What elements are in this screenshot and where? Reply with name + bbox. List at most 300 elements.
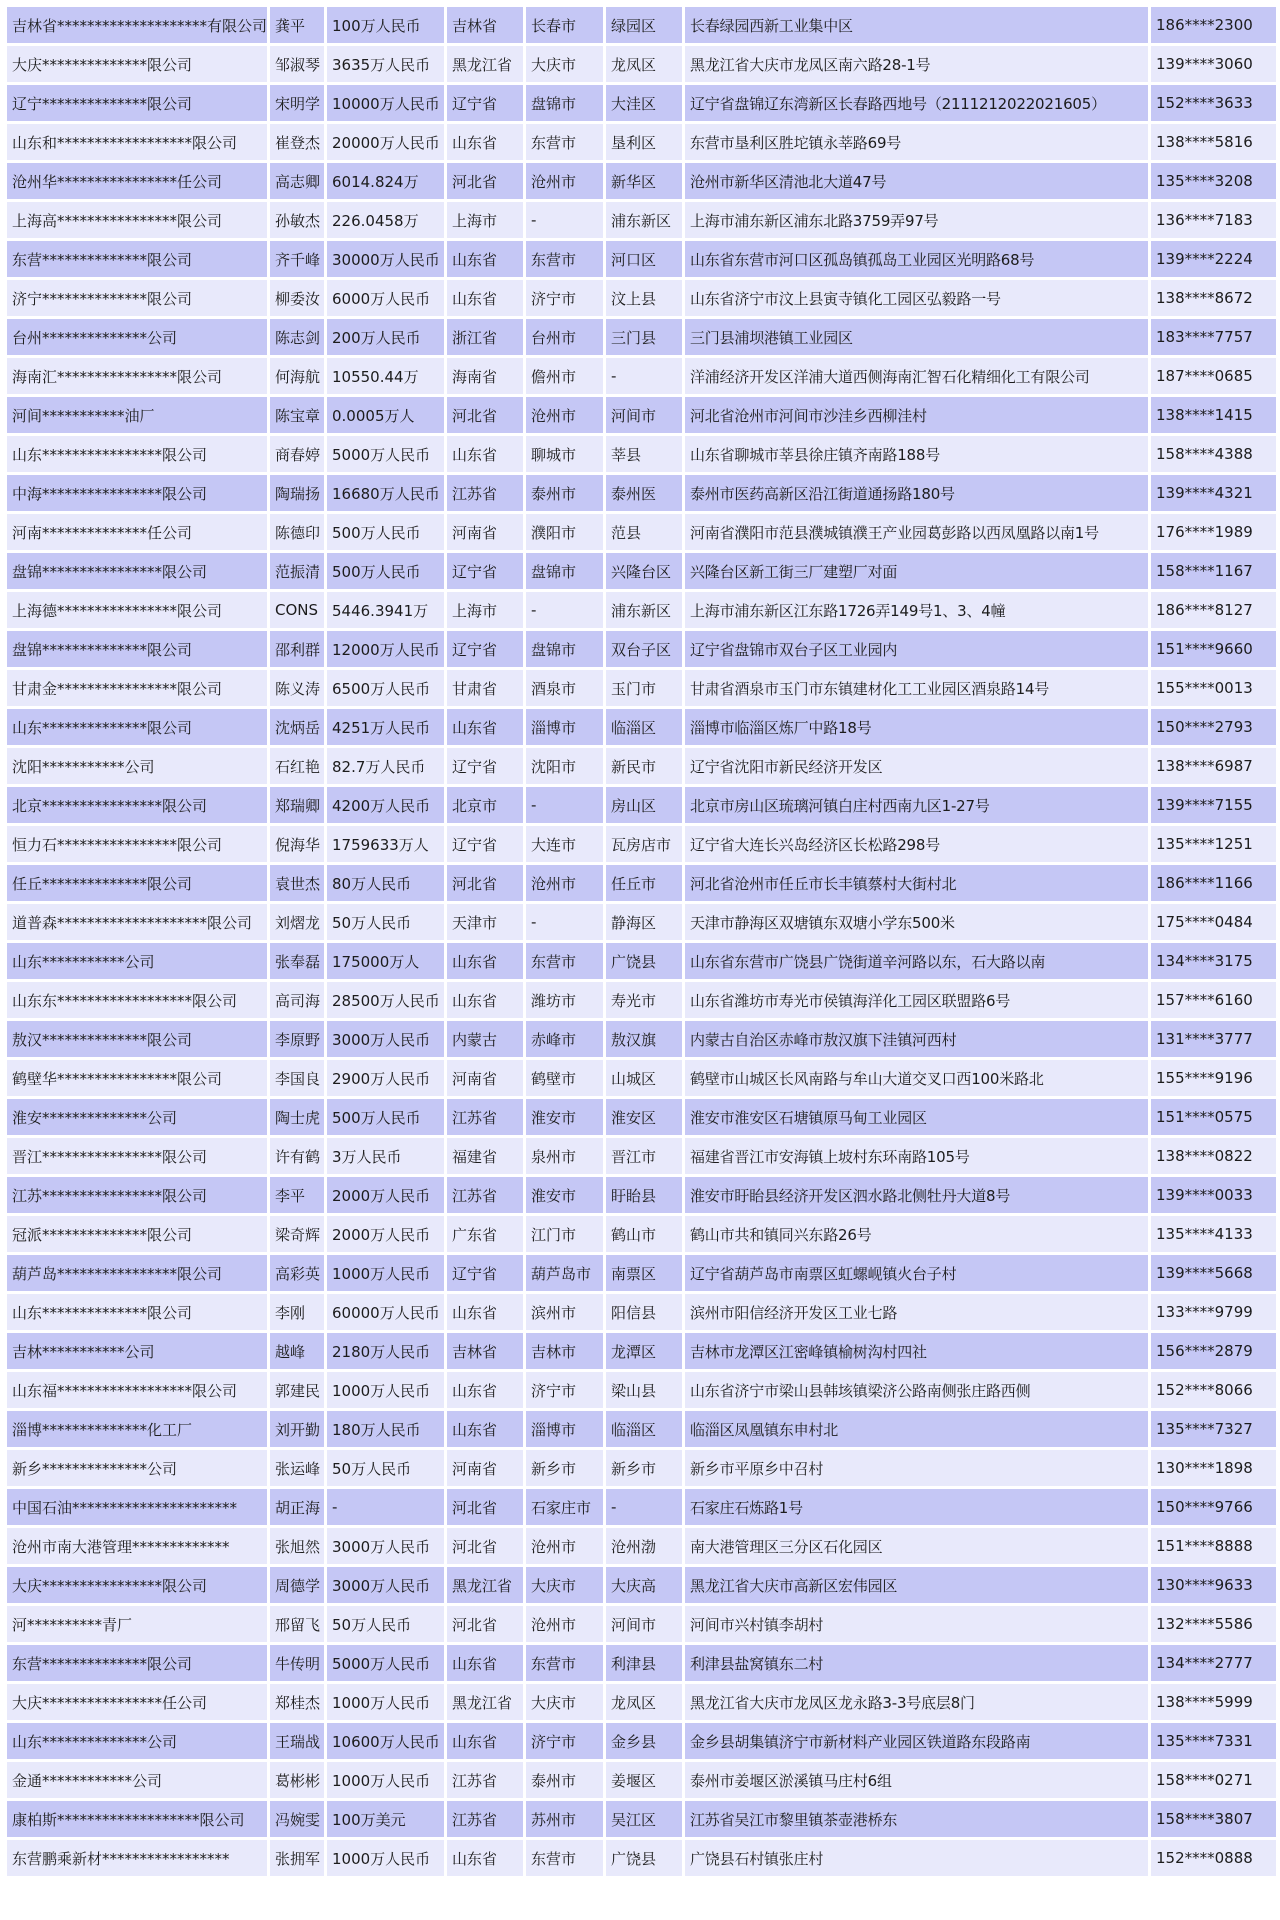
address-cell: 三门县浦坝港镇工业园区 bbox=[685, 319, 1148, 355]
registered-capital-cell: 6000万人民币 bbox=[327, 280, 444, 316]
district-cell: 新乡市 bbox=[606, 1450, 682, 1486]
registered-capital-cell: 20000万人民币 bbox=[327, 124, 444, 160]
table-row bbox=[7, 358, 1276, 394]
province-cell: 福建省 bbox=[447, 1138, 523, 1174]
address-cell: 兴隆台区新工街三厂建塑厂对面 bbox=[685, 553, 1148, 589]
table-row bbox=[7, 1723, 1276, 1759]
company-name-cell: 海南汇****************限公司 bbox=[7, 358, 267, 394]
address-cell: 广饶县石村镇张庄村 bbox=[685, 1840, 1148, 1876]
province-cell: 内蒙古 bbox=[447, 1021, 523, 1057]
table-row bbox=[7, 124, 1276, 160]
province-cell: 江苏省 bbox=[447, 475, 523, 511]
registered-capital-cell: 6014.824万 bbox=[327, 163, 444, 199]
district-cell: 房山区 bbox=[606, 787, 682, 823]
phone-cell: 186****8127 bbox=[1151, 592, 1276, 628]
legal-person-cell: 龚平 bbox=[270, 7, 324, 43]
city-cell: 大庆市 bbox=[526, 1567, 603, 1603]
registered-capital-cell: 1000万人民币 bbox=[327, 1840, 444, 1876]
legal-person-cell: 周德学 bbox=[270, 1567, 324, 1603]
province-cell: 山东省 bbox=[447, 1840, 523, 1876]
phone-cell: 134****2777 bbox=[1151, 1645, 1276, 1681]
province-cell: 黑龙江省 bbox=[447, 1567, 523, 1603]
province-cell: 江苏省 bbox=[447, 1762, 523, 1798]
district-cell: 莘县 bbox=[606, 436, 682, 472]
province-cell: 辽宁省 bbox=[447, 631, 523, 667]
city-cell: 酒泉市 bbox=[526, 670, 603, 706]
table-row bbox=[7, 1684, 1276, 1720]
table-row bbox=[7, 553, 1276, 589]
province-cell: 上海市 bbox=[447, 202, 523, 238]
legal-person-cell: 陶瑞扬 bbox=[270, 475, 324, 511]
company-name-cell: 中海****************限公司 bbox=[7, 475, 267, 511]
company-name-cell: 台州**************公司 bbox=[7, 319, 267, 355]
company-name-cell: 道普森********************限公司 bbox=[7, 904, 267, 940]
district-cell: - bbox=[606, 358, 682, 394]
province-cell: 山东省 bbox=[447, 280, 523, 316]
registered-capital-cell: 3000万人民币 bbox=[327, 1567, 444, 1603]
address-cell: 山东省东营市广饶县广饶街道辛河路以东，石大路以南 bbox=[685, 943, 1148, 979]
company-name-cell: 大庆**************限公司 bbox=[7, 46, 267, 82]
legal-person-cell: 张拥军 bbox=[270, 1840, 324, 1876]
company-name-cell: 上海高****************限公司 bbox=[7, 202, 267, 238]
table-row bbox=[7, 1372, 1276, 1408]
city-cell: 淮安市 bbox=[526, 1099, 603, 1135]
registered-capital-cell: 60000万人民币 bbox=[327, 1294, 444, 1330]
registered-capital-cell: 5000万人民币 bbox=[327, 1645, 444, 1681]
legal-person-cell: 郭建民 bbox=[270, 1372, 324, 1408]
district-cell: 沧州渤 bbox=[606, 1528, 682, 1564]
company-name-cell: 山东**************限公司 bbox=[7, 1294, 267, 1330]
address-cell: 北京市房山区琉璃河镇白庄村西南九区1-27号 bbox=[685, 787, 1148, 823]
legal-person-cell: 孙敏杰 bbox=[270, 202, 324, 238]
district-cell: 山城区 bbox=[606, 1060, 682, 1096]
company-name-cell: 新乡**************公司 bbox=[7, 1450, 267, 1486]
city-cell: 盘锦市 bbox=[526, 85, 603, 121]
table-row bbox=[7, 865, 1276, 901]
legal-person-cell: 何海航 bbox=[270, 358, 324, 394]
table-row bbox=[7, 1567, 1276, 1603]
district-cell: 南票区 bbox=[606, 1255, 682, 1291]
city-cell: 淮安市 bbox=[526, 1177, 603, 1213]
district-cell: 广饶县 bbox=[606, 943, 682, 979]
district-cell: 瓦房店市 bbox=[606, 826, 682, 862]
address-cell: 新乡市平原乡中召村 bbox=[685, 1450, 1148, 1486]
company-name-cell: 金通************公司 bbox=[7, 1762, 267, 1798]
address-cell: 洋浦经济开发区洋浦大道西侧海南汇智石化精细化工有限公司 bbox=[685, 358, 1148, 394]
address-cell: 东营市垦利区胜坨镇永莘路69号 bbox=[685, 124, 1148, 160]
address-cell: 石家庄石炼路1号 bbox=[685, 1489, 1148, 1525]
district-cell: 新民市 bbox=[606, 748, 682, 784]
address-cell: 甘肃省酒泉市玉门市东镇建材化工工业园区酒泉路14号 bbox=[685, 670, 1148, 706]
table-row bbox=[7, 280, 1276, 316]
city-cell: 台州市 bbox=[526, 319, 603, 355]
phone-cell: 175****0484 bbox=[1151, 904, 1276, 940]
phone-cell: 183****7757 bbox=[1151, 319, 1276, 355]
table-row bbox=[7, 436, 1276, 472]
province-cell: 海南省 bbox=[447, 358, 523, 394]
phone-cell: 139****2224 bbox=[1151, 241, 1276, 277]
province-cell: 河北省 bbox=[447, 397, 523, 433]
company-name-cell: 东营鹏乘新材***************** bbox=[7, 1840, 267, 1876]
table-row bbox=[7, 1333, 1276, 1369]
table-row bbox=[7, 514, 1276, 550]
legal-person-cell: 牛传明 bbox=[270, 1645, 324, 1681]
table-row bbox=[7, 709, 1276, 745]
table-row bbox=[7, 748, 1276, 784]
address-cell: 河北省沧州市河间市沙洼乡西柳洼村 bbox=[685, 397, 1148, 433]
registered-capital-cell: 1000万人民币 bbox=[327, 1255, 444, 1291]
phone-cell: 135****7331 bbox=[1151, 1723, 1276, 1759]
registered-capital-cell: 4251万人民币 bbox=[327, 709, 444, 745]
registered-capital-cell: 3000万人民币 bbox=[327, 1528, 444, 1564]
legal-person-cell: 陈志剑 bbox=[270, 319, 324, 355]
province-cell: 山东省 bbox=[447, 1411, 523, 1447]
address-cell: 黑龙江省大庆市龙凤区龙永路3-3号底层8门 bbox=[685, 1684, 1148, 1720]
city-cell: 沧州市 bbox=[526, 163, 603, 199]
city-cell: 淄博市 bbox=[526, 1411, 603, 1447]
city-cell: 石家庄市 bbox=[526, 1489, 603, 1525]
phone-cell: 158****3807 bbox=[1151, 1801, 1276, 1837]
company-name-cell: 盘锦**************限公司 bbox=[7, 631, 267, 667]
district-cell: 龙凤区 bbox=[606, 1684, 682, 1720]
company-name-cell: 济宁**************限公司 bbox=[7, 280, 267, 316]
registered-capital-cell: 2900万人民币 bbox=[327, 1060, 444, 1096]
province-cell: 山东省 bbox=[447, 709, 523, 745]
table-row bbox=[7, 592, 1276, 628]
address-cell: 黑龙江省大庆市龙凤区南六路28-1号 bbox=[685, 46, 1148, 82]
province-cell: 河北省 bbox=[447, 1606, 523, 1642]
province-cell: 吉林省 bbox=[447, 7, 523, 43]
table-row bbox=[7, 1099, 1276, 1135]
company-name-cell: 甘肃金****************限公司 bbox=[7, 670, 267, 706]
address-cell: 鹤壁市山城区长风南路与牟山大道交叉口西100米路北 bbox=[685, 1060, 1148, 1096]
company-name-cell: 大庆****************限公司 bbox=[7, 1567, 267, 1603]
province-cell: 天津市 bbox=[447, 904, 523, 940]
province-cell: 河北省 bbox=[447, 1528, 523, 1564]
district-cell: 浦东新区 bbox=[606, 592, 682, 628]
legal-person-cell: 倪海华 bbox=[270, 826, 324, 862]
city-cell: 盘锦市 bbox=[526, 553, 603, 589]
city-cell: 济宁市 bbox=[526, 1723, 603, 1759]
district-cell: 龙潭区 bbox=[606, 1333, 682, 1369]
district-cell: 玉门市 bbox=[606, 670, 682, 706]
registered-capital-cell: 100万人民币 bbox=[327, 7, 444, 43]
city-cell: 泰州市 bbox=[526, 1762, 603, 1798]
district-cell: 龙凤区 bbox=[606, 46, 682, 82]
address-cell: 上海市浦东新区江东路1726弄149号1、3、4幢 bbox=[685, 592, 1148, 628]
legal-person-cell: 陈德印 bbox=[270, 514, 324, 550]
address-cell: 淮安市淮安区石塘镇原马甸工业园区 bbox=[685, 1099, 1148, 1135]
legal-person-cell: 许有鹤 bbox=[270, 1138, 324, 1174]
company-name-cell: 河间***********油厂 bbox=[7, 397, 267, 433]
table-row bbox=[7, 163, 1276, 199]
registered-capital-cell: 1000万人民币 bbox=[327, 1762, 444, 1798]
company-name-cell: 江苏****************限公司 bbox=[7, 1177, 267, 1213]
registered-capital-cell: 82.7万人民币 bbox=[327, 748, 444, 784]
legal-person-cell: 梁奇辉 bbox=[270, 1216, 324, 1252]
phone-cell: 187****0685 bbox=[1151, 358, 1276, 394]
registered-capital-cell: 50万人民币 bbox=[327, 1450, 444, 1486]
registered-capital-cell: 80万人民币 bbox=[327, 865, 444, 901]
address-cell: 长春绿园西新工业集中区 bbox=[685, 7, 1148, 43]
district-cell: 垦利区 bbox=[606, 124, 682, 160]
province-cell: 黑龙江省 bbox=[447, 46, 523, 82]
city-cell: 东营市 bbox=[526, 124, 603, 160]
registered-capital-cell: 175000万人 bbox=[327, 943, 444, 979]
district-cell: 兴隆台区 bbox=[606, 553, 682, 589]
table-row bbox=[7, 1801, 1276, 1837]
address-cell: 鹤山市共和镇同兴东路26号 bbox=[685, 1216, 1148, 1252]
legal-person-cell: 胡正海 bbox=[270, 1489, 324, 1525]
registered-capital-cell: 16680万人民币 bbox=[327, 475, 444, 511]
address-cell: 河南省濮阳市范县濮城镇濮王产业园葛彭路以西凤凰路以南1号 bbox=[685, 514, 1148, 550]
address-cell: 山东省济宁市梁山县韩垓镇梁济公路南侧张庄路西侧 bbox=[685, 1372, 1148, 1408]
company-name-cell: 东营**************限公司 bbox=[7, 1645, 267, 1681]
company-name-cell: 山东福******************限公司 bbox=[7, 1372, 267, 1408]
city-cell: 东营市 bbox=[526, 943, 603, 979]
address-cell: 内蒙古自治区赤峰市敖汉旗下洼镇河西村 bbox=[685, 1021, 1148, 1057]
address-cell: 泰州市医药高新区沿江街道通扬路180号 bbox=[685, 475, 1148, 511]
phone-cell: 130****1898 bbox=[1151, 1450, 1276, 1486]
registered-capital-cell: 3635万人民币 bbox=[327, 46, 444, 82]
legal-person-cell: 高彩英 bbox=[270, 1255, 324, 1291]
district-cell: 绿园区 bbox=[606, 7, 682, 43]
phone-cell: 150****9766 bbox=[1151, 1489, 1276, 1525]
legal-person-cell: 范振清 bbox=[270, 553, 324, 589]
province-cell: 山东省 bbox=[447, 1294, 523, 1330]
phone-cell: 152****8066 bbox=[1151, 1372, 1276, 1408]
registered-capital-cell: 0.0005万人 bbox=[327, 397, 444, 433]
address-cell: 山东省聊城市莘县徐庄镇齐南路188号 bbox=[685, 436, 1148, 472]
registered-capital-cell: 28500万人民币 bbox=[327, 982, 444, 1018]
table-row bbox=[7, 397, 1276, 433]
province-cell: 河南省 bbox=[447, 514, 523, 550]
phone-cell: 134****3175 bbox=[1151, 943, 1276, 979]
address-cell: 南大港管理区三分区石化园区 bbox=[685, 1528, 1148, 1564]
registered-capital-cell: 2180万人民币 bbox=[327, 1333, 444, 1369]
district-cell: 大洼区 bbox=[606, 85, 682, 121]
province-cell: 山东省 bbox=[447, 436, 523, 472]
address-cell: 上海市浦东新区浦东北路3759弄97号 bbox=[685, 202, 1148, 238]
registered-capital-cell: 10000万人民币 bbox=[327, 85, 444, 121]
city-cell: 大庆市 bbox=[526, 46, 603, 82]
city-cell: 大庆市 bbox=[526, 1684, 603, 1720]
address-cell: 滨州市阳信经济开发区工业七路 bbox=[685, 1294, 1148, 1330]
province-cell: 山东省 bbox=[447, 1723, 523, 1759]
address-cell: 山东省济宁市汶上县寅寺镇化工园区弘毅路一号 bbox=[685, 280, 1148, 316]
district-cell: 三门县 bbox=[606, 319, 682, 355]
table-row bbox=[7, 904, 1276, 940]
legal-person-cell: 商春婷 bbox=[270, 436, 324, 472]
registered-capital-cell: 1000万人民币 bbox=[327, 1372, 444, 1408]
company-name-cell: 敖汉**************限公司 bbox=[7, 1021, 267, 1057]
registered-capital-cell: 30000万人民币 bbox=[327, 241, 444, 277]
table-row bbox=[7, 319, 1276, 355]
district-cell: 盱眙县 bbox=[606, 1177, 682, 1213]
registered-capital-cell: 500万人民币 bbox=[327, 1099, 444, 1135]
city-cell: 济宁市 bbox=[526, 1372, 603, 1408]
phone-cell: 138****6987 bbox=[1151, 748, 1276, 784]
address-cell: 福建省晋江市安海镇上坡村东环南路105号 bbox=[685, 1138, 1148, 1174]
registered-capital-cell: 5000万人民币 bbox=[327, 436, 444, 472]
province-cell: 浙江省 bbox=[447, 319, 523, 355]
province-cell: 山东省 bbox=[447, 982, 523, 1018]
district-cell: 临淄区 bbox=[606, 1411, 682, 1447]
legal-person-cell: 刘熠龙 bbox=[270, 904, 324, 940]
company-name-cell: 大庆****************任公司 bbox=[7, 1684, 267, 1720]
address-cell: 天津市静海区双塘镇东双塘小学东500米 bbox=[685, 904, 1148, 940]
district-cell: - bbox=[606, 1489, 682, 1525]
address-cell: 吉林市龙潭区江密峰镇榆树沟村四社 bbox=[685, 1333, 1148, 1369]
legal-person-cell: 陶士虎 bbox=[270, 1099, 324, 1135]
district-cell: 浦东新区 bbox=[606, 202, 682, 238]
table-row bbox=[7, 1411, 1276, 1447]
phone-cell: 136****7183 bbox=[1151, 202, 1276, 238]
table-row bbox=[7, 826, 1276, 862]
company-name-cell: 山东**************限公司 bbox=[7, 709, 267, 745]
legal-person-cell: 郑桂杰 bbox=[270, 1684, 324, 1720]
registered-capital-cell: 10550.44万 bbox=[327, 358, 444, 394]
district-cell: 双台子区 bbox=[606, 631, 682, 667]
legal-person-cell: 李刚 bbox=[270, 1294, 324, 1330]
address-cell: 河北省沧州市任丘市长丰镇蔡村大街村北 bbox=[685, 865, 1148, 901]
company-name-cell: 葫芦岛****************限公司 bbox=[7, 1255, 267, 1291]
phone-cell: 138****8672 bbox=[1151, 280, 1276, 316]
registered-capital-cell: 100万美元 bbox=[327, 1801, 444, 1837]
legal-person-cell: 李平 bbox=[270, 1177, 324, 1213]
registered-capital-cell: 226.0458万 bbox=[327, 202, 444, 238]
table-row bbox=[7, 1060, 1276, 1096]
table-row bbox=[7, 1255, 1276, 1291]
district-cell: 广饶县 bbox=[606, 1840, 682, 1876]
address-cell: 山东省东营市河口区孤岛镇孤岛工业园区光明路68号 bbox=[685, 241, 1148, 277]
legal-person-cell: 宋明学 bbox=[270, 85, 324, 121]
province-cell: 辽宁省 bbox=[447, 85, 523, 121]
company-name-cell: 山东**************公司 bbox=[7, 1723, 267, 1759]
legal-person-cell: 李原野 bbox=[270, 1021, 324, 1057]
legal-person-cell: 葛彬彬 bbox=[270, 1762, 324, 1798]
district-cell: 泰州医 bbox=[606, 475, 682, 511]
city-cell: 盘锦市 bbox=[526, 631, 603, 667]
province-cell: 吉林省 bbox=[447, 1333, 523, 1369]
phone-cell: 155****9196 bbox=[1151, 1060, 1276, 1096]
company-name-cell: 淄博**************化工厂 bbox=[7, 1411, 267, 1447]
registered-capital-cell: 500万人民币 bbox=[327, 514, 444, 550]
company-name-cell: 盘锦****************限公司 bbox=[7, 553, 267, 589]
table-row bbox=[7, 475, 1276, 511]
table-row bbox=[7, 1177, 1276, 1213]
district-cell: 姜堰区 bbox=[606, 1762, 682, 1798]
company-table bbox=[4, 4, 1279, 1879]
company-name-cell: 淮安**************公司 bbox=[7, 1099, 267, 1135]
city-cell: - bbox=[526, 787, 603, 823]
table-row bbox=[7, 46, 1276, 82]
legal-person-cell: 袁世杰 bbox=[270, 865, 324, 901]
table-row bbox=[7, 1840, 1276, 1876]
phone-cell: 151****9660 bbox=[1151, 631, 1276, 667]
table-row bbox=[7, 1450, 1276, 1486]
company-name-cell: 冠派**************限公司 bbox=[7, 1216, 267, 1252]
district-cell: 梁山县 bbox=[606, 1372, 682, 1408]
table-row bbox=[7, 631, 1276, 667]
company-name-cell: 中国石油********************** bbox=[7, 1489, 267, 1525]
phone-cell: 156****2879 bbox=[1151, 1333, 1276, 1369]
province-cell: 山东省 bbox=[447, 241, 523, 277]
province-cell: 河北省 bbox=[447, 865, 523, 901]
registered-capital-cell: 3000万人民币 bbox=[327, 1021, 444, 1057]
company-name-cell: 河南**************任公司 bbox=[7, 514, 267, 550]
registered-capital-cell: 12000万人民币 bbox=[327, 631, 444, 667]
city-cell: 吉林市 bbox=[526, 1333, 603, 1369]
phone-cell: 135****1251 bbox=[1151, 826, 1276, 862]
registered-capital-cell: 50万人民币 bbox=[327, 904, 444, 940]
company-name-cell: 康柏斯*******************限公司 bbox=[7, 1801, 267, 1837]
city-cell: 赤峰市 bbox=[526, 1021, 603, 1057]
district-cell: 鹤山市 bbox=[606, 1216, 682, 1252]
district-cell: 晋江市 bbox=[606, 1138, 682, 1174]
district-cell: 河间市 bbox=[606, 397, 682, 433]
legal-person-cell: 张运峰 bbox=[270, 1450, 324, 1486]
city-cell: 沧州市 bbox=[526, 1528, 603, 1564]
legal-person-cell: 陈义涛 bbox=[270, 670, 324, 706]
registered-capital-cell: 1000万人民币 bbox=[327, 1684, 444, 1720]
table-body bbox=[7, 7, 1276, 1876]
registered-capital-cell: 6500万人民币 bbox=[327, 670, 444, 706]
address-cell: 辽宁省盘锦市双台子区工业园内 bbox=[685, 631, 1148, 667]
city-cell: 濮阳市 bbox=[526, 514, 603, 550]
district-cell: 新华区 bbox=[606, 163, 682, 199]
legal-person-cell: 高司海 bbox=[270, 982, 324, 1018]
city-cell: 江门市 bbox=[526, 1216, 603, 1252]
district-cell: 利津县 bbox=[606, 1645, 682, 1681]
province-cell: 辽宁省 bbox=[447, 1255, 523, 1291]
address-cell: 辽宁省大连长兴岛经济区长松路298号 bbox=[685, 826, 1148, 862]
registered-capital-cell: 180万人民币 bbox=[327, 1411, 444, 1447]
city-cell: 东营市 bbox=[526, 1645, 603, 1681]
city-cell: 鹤壁市 bbox=[526, 1060, 603, 1096]
city-cell: - bbox=[526, 904, 603, 940]
district-cell: 汶上县 bbox=[606, 280, 682, 316]
district-cell: 任丘市 bbox=[606, 865, 682, 901]
registered-capital-cell: 10600万人民币 bbox=[327, 1723, 444, 1759]
phone-cell: 130****9633 bbox=[1151, 1567, 1276, 1603]
district-cell: 金乡县 bbox=[606, 1723, 682, 1759]
phone-cell: 176****1989 bbox=[1151, 514, 1276, 550]
legal-person-cell: 冯婉雯 bbox=[270, 1801, 324, 1837]
city-cell: 苏州市 bbox=[526, 1801, 603, 1837]
phone-cell: 152****0888 bbox=[1151, 1840, 1276, 1876]
province-cell: 黑龙江省 bbox=[447, 1684, 523, 1720]
city-cell: 新乡市 bbox=[526, 1450, 603, 1486]
legal-person-cell: 李国良 bbox=[270, 1060, 324, 1096]
table-row bbox=[7, 1138, 1276, 1174]
phone-cell: 151****0575 bbox=[1151, 1099, 1276, 1135]
legal-person-cell: 刘开勤 bbox=[270, 1411, 324, 1447]
province-cell: 河北省 bbox=[447, 1489, 523, 1525]
city-cell: 长春市 bbox=[526, 7, 603, 43]
phone-cell: 158****1167 bbox=[1151, 553, 1276, 589]
legal-person-cell: 邹淑琴 bbox=[270, 46, 324, 82]
province-cell: 江苏省 bbox=[447, 1177, 523, 1213]
phone-cell: 138****0822 bbox=[1151, 1138, 1276, 1174]
province-cell: 上海市 bbox=[447, 592, 523, 628]
province-cell: 江苏省 bbox=[447, 1099, 523, 1135]
legal-person-cell: 崔登杰 bbox=[270, 124, 324, 160]
city-cell: 淄博市 bbox=[526, 709, 603, 745]
registered-capital-cell: 2000万人民币 bbox=[327, 1177, 444, 1213]
company-name-cell: 任丘**************限公司 bbox=[7, 865, 267, 901]
table-row bbox=[7, 787, 1276, 823]
